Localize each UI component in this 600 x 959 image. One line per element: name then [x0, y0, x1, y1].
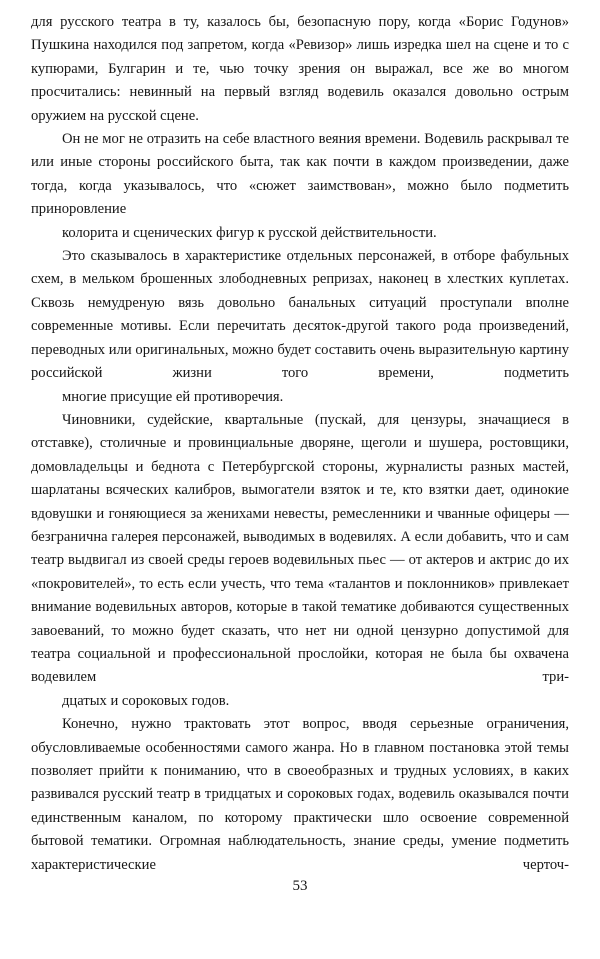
page-number: 53 — [292, 878, 308, 894]
paragraph: Это сказывалось в характеристике отдельных персонажей, в отборе фабульных схем, в мельком брошенных злободневных репризах, наконец в хлестких куплетах. Сквозь немудреную вязь довольно банальных ситуаций проступали вполне современные мотивы. Если перечитать десяток-другой такого рода произведений, переводных или оригинальных, можно будет составить очень выразительную картину российской жизни того времени, подметить многие присущие ей противоречия. — [31, 248, 569, 405]
body-text — [31, 11, 569, 877]
paragraph: Конечно, нужно трактовать этот вопрос, вводя серьезные ограничения, обусловливаемые особенностями самого жанра. Но в главном постановка этой темы позволяет прийти к пониманию, что в своеобразных и трудных условиях, в каких развивался русский театр в тридцатых и сороковых годах, водевиль оказывался почти единственным каналом, по которому практически шло освоение современной бытовой тематики. Огромная наблюдательность, знание среды, умение подметить характеристические черточ- — [31, 716, 569, 873]
paragraph: Чиновники, судейские, квартальные (пускай, для цензуры, значащиеся в отставке), столичные и провинциальные дворяне, щеголи и шушера, ростовщики, домовладельцы и беднота с Петербургской стороны, журналисты разных мастей, шарлатаны всяческих калибров, вымогатели взяток и те, кто взятки дает, одинокие вдовушки и гоняющиеся за женихами невесты, ремесленники и чванные офицеры — безгранична галерея персонажей, выводимых в водевилях. А если добавить, что и сам театр выдвигал из своей среды героев водевильных пьес — от актеров и актрис до их «покровителей», то есть если учесть, что тема «талантов и поклонников» привлекает внимание водевильных авторов, которые в такой тематике добиваются существенных завоеваний, то можно будет сказать, что нет ни одной цензурно допустимой для театра социальной и профессиональной прослойки, которая не была бы охвачена водевилем три- дцатых и сороковых годов. — [31, 411, 569, 709]
paragraph: для русского театра в ту, казалось бы, безопасную пору, когда «Борис Годунов» Пушкина находился под запретом, когда «Ревизор» лишь изредка шел на сцене и то с купюрами, Булгарин и те, чью точку зрения он выражал, все же во многом просчитались: невинный на первый взгляд водевиль оказался довольно острым оружием на русской сцене. — [31, 14, 569, 124]
paragraph: Он не мог не отразить на себе властного веяния времени. Водевиль раскрывал те или иные стороны российского быта, так как почти в каждом произведении, даже тогда, когда указывалось, что «сюжет заимствован», можно было подметить приноровление колорита и сценических фигур к русской действительности. — [31, 131, 569, 241]
